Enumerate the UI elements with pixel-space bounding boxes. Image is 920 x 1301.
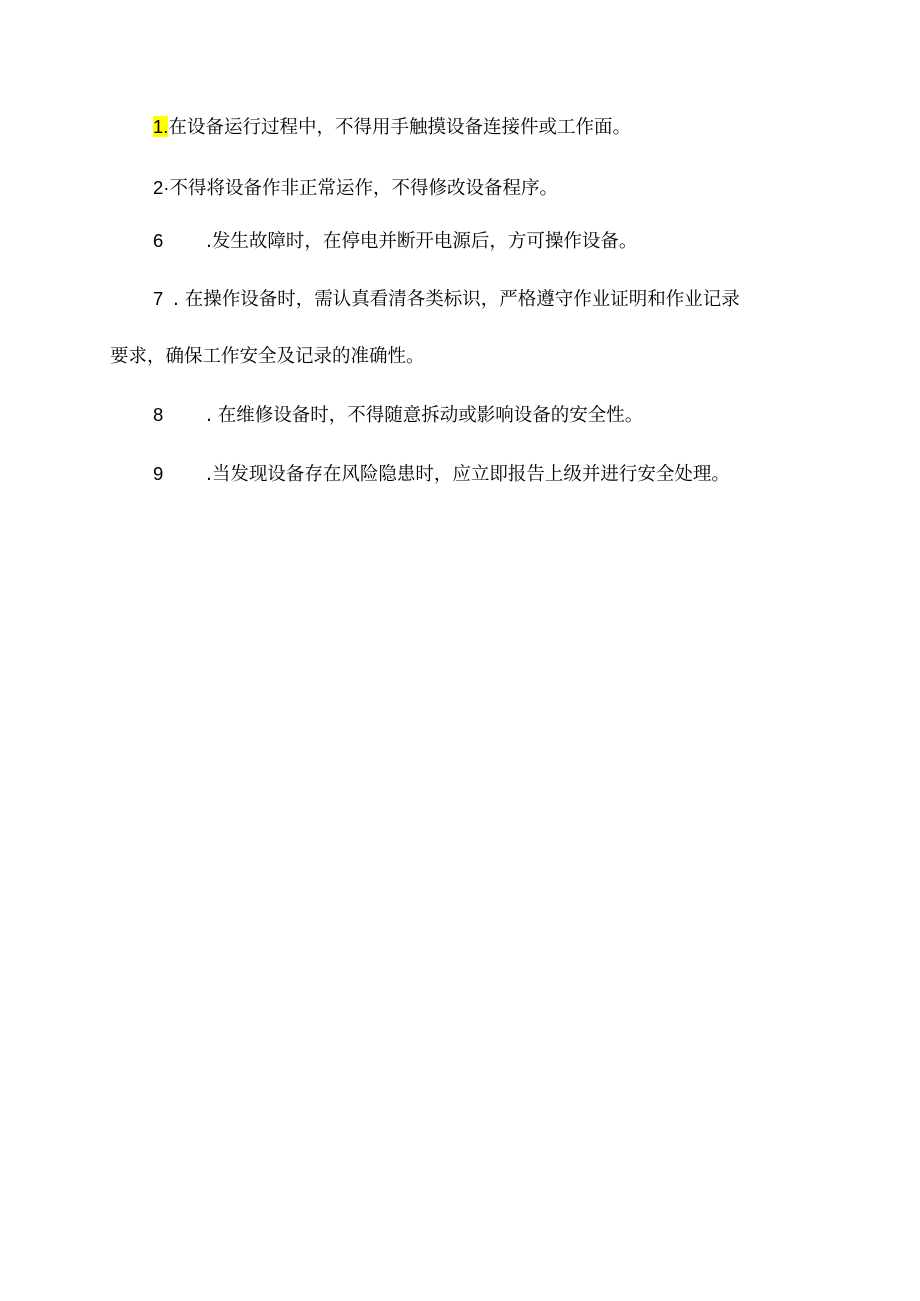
list-item-7-continuation: [110, 345, 425, 369]
list-item-6: [153, 229, 637, 254]
item-number: 6: [153, 230, 164, 251]
list-item-2: [153, 176, 558, 201]
item-text: . 在操作设备时，需认真看清各类标识，严格遵守作业证明和作业记录: [173, 289, 740, 310]
item-number: 8: [153, 404, 164, 425]
item-text: . 在维修设备时，不得随意拆动或影响设备的安全性。: [206, 405, 644, 426]
item-number: 7: [153, 288, 164, 309]
list-item-9: [153, 462, 730, 487]
item-number: 2·: [153, 177, 170, 198]
item-text: 不得将设备作非正常运作，不得修改设备程序。: [169, 178, 558, 199]
item-text: .当发现设备存在风险隐患时，应立即报告上级并进行安全处理。: [206, 464, 730, 485]
item-text-continuation: 要求，确保工作安全及记录的准确性。: [110, 346, 425, 367]
item-text: .发生故障时，在停电并断开电源后，方可操作设备。: [206, 231, 638, 252]
list-item-8: [153, 403, 643, 428]
list-item-7: [153, 287, 740, 312]
list-item-1: [153, 115, 631, 140]
item-number: 1.: [153, 116, 169, 137]
item-number: 9: [153, 463, 164, 484]
item-text: 在设备运行过程中，不得用手触摸设备连接件或工作面。: [168, 117, 631, 138]
